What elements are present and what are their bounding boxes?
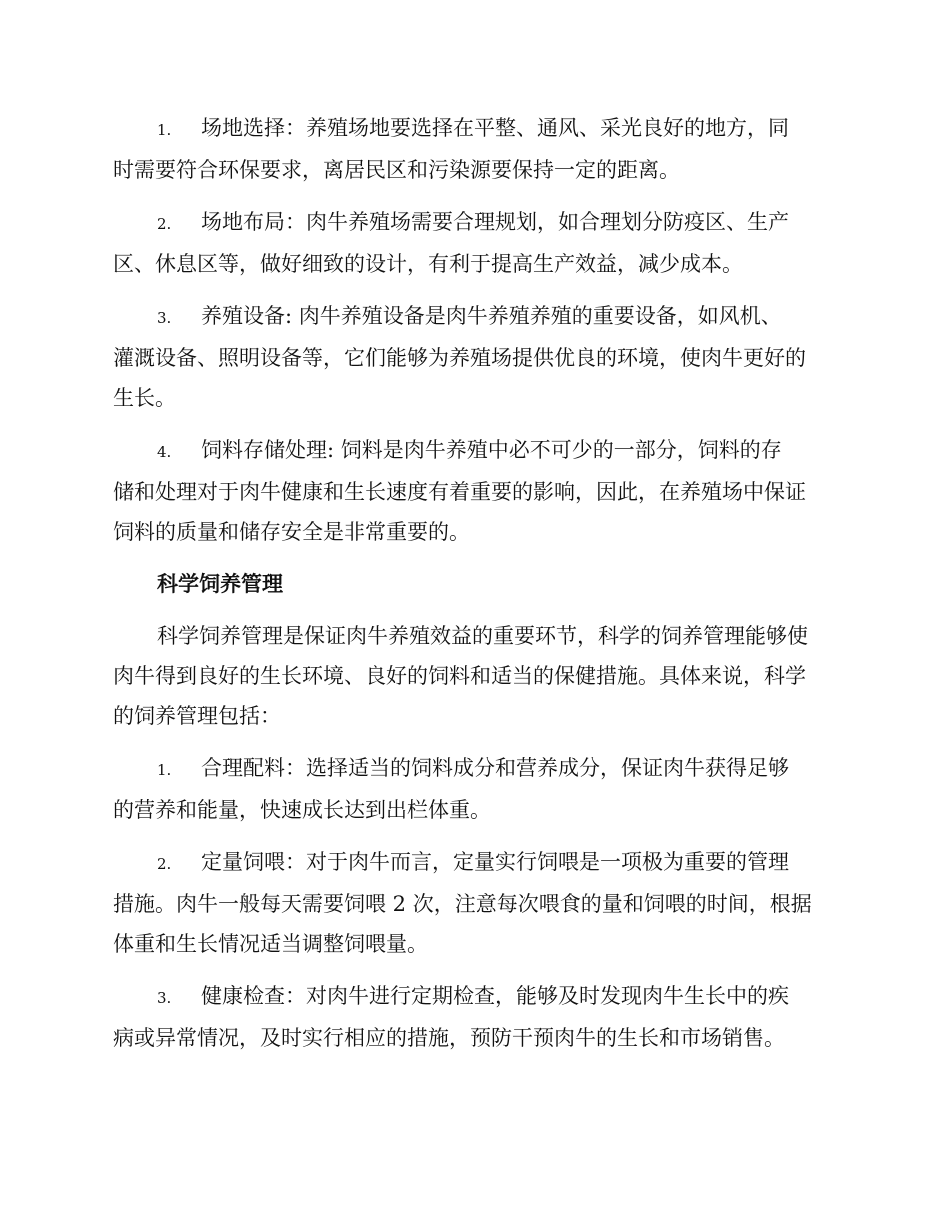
list-item xyxy=(113,842,835,964)
list-text: 饲料存储处理: 饲料是肉牛养殖中必不可少的一部分，饲料的存 xyxy=(201,438,782,462)
list-item-first-line xyxy=(113,202,835,244)
list-number: 1. xyxy=(157,761,172,779)
list-number: 3. xyxy=(157,989,172,1007)
list-text-line: 体重和生长情况适当调整饲喂量。 xyxy=(113,932,428,956)
paragraph-line: 肉牛得到良好的生长环境、良好的饲料和适当的保健措施。具体来说，科学 xyxy=(113,664,806,688)
list-number: 3. xyxy=(157,309,172,327)
list-number: 2. xyxy=(157,855,172,873)
list-text: 定量饲喂：对于肉牛而言，定量实行饲喂是一项极为重要的管理 xyxy=(201,850,789,874)
list-item-first-line xyxy=(113,108,835,150)
list-text: 健康检查：对肉牛进行定期检查，能够及时发现肉牛生长中的疾 xyxy=(201,984,789,1008)
list-text: 合理配料：选择适当的饲料成分和营养成分，保证肉牛获得足够 xyxy=(201,756,789,780)
document-page xyxy=(113,108,835,1070)
list-text-line: 生长。 xyxy=(113,386,176,410)
list-text: 场地选择：养殖场地要选择在平整、通风、采光良好的地方，同 xyxy=(201,116,789,140)
list-text-line: 灌溉设备、照明设备等，它们能够为养殖场提供优良的环境，使肉牛更好的 xyxy=(113,346,806,370)
list-number: 2. xyxy=(157,215,172,233)
intro-paragraph xyxy=(113,616,835,736)
list-item xyxy=(113,430,835,552)
list-item-first-line xyxy=(113,748,835,790)
list-text-line: 饲料的质量和储存安全是非常重要的。 xyxy=(113,520,470,544)
list-text-line: 的营养和能量，快速成长达到出栏体重。 xyxy=(113,798,491,822)
list-item xyxy=(113,202,835,284)
list-item xyxy=(113,296,835,418)
list-item-first-line xyxy=(113,976,835,1018)
list-text-line: 储和处理对于肉牛健康和生长速度有着重要的影响，因此，在养殖场中保证 xyxy=(113,480,806,504)
list-text-line: 措施。肉牛一般每天需要饲喂 2 次，注意每次喂食的量和饲喂的时间，根据 xyxy=(113,892,812,916)
list-text-line: 时需要符合环保要求，离居民区和污染源要保持一定的距离。 xyxy=(113,158,680,182)
section-heading: 科学饲养管理 xyxy=(157,571,283,596)
paragraph-line: 科学饲养管理是保证肉牛养殖效益的重要环节，科学的饲养管理能够使 xyxy=(157,624,808,648)
list-item-first-line xyxy=(113,842,835,884)
list-item xyxy=(113,748,835,830)
list-text: 养殖设备: 肉牛养殖设备是肉牛养殖养殖的重要设备，如风机、 xyxy=(201,304,782,328)
list-text: 场地布局：肉牛养殖场需要合理规划，如合理划分防疫区、生产 xyxy=(201,210,789,234)
list-item-first-line xyxy=(113,296,835,338)
list-item xyxy=(113,108,835,190)
list-number: 4. xyxy=(157,443,172,461)
list-item xyxy=(113,976,835,1058)
list-text-line: 病或异常情况，及时实行相应的措施，预防干预肉牛的生长和市场销售。 xyxy=(113,1026,785,1050)
list-number: 1. xyxy=(157,121,172,139)
list-item-first-line xyxy=(113,430,835,472)
paragraph-line: 的饲养管理包括： xyxy=(113,704,281,728)
list-text-line: 区、休息区等，做好细致的设计，有利于提高生产效益，减少成本。 xyxy=(113,252,743,276)
